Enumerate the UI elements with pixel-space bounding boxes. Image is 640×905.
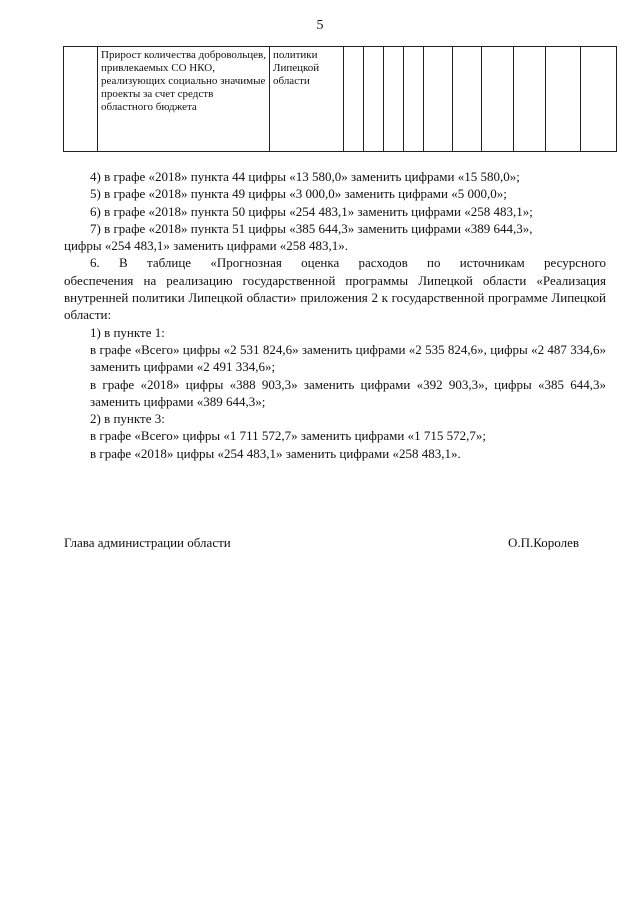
paragraph-point-1-total: в графе «Всего» цифры «2 531 824,6» заменить цифрами «2 535 824,6», цифры «2 487 334,6» заменить цифрами «2 491 334,6»; <box>90 341 606 375</box>
paragraph-item-4: 4) в графе «2018» пункта 44 цифры «13 580,0» заменить цифрами «15 580,0»; <box>90 169 520 184</box>
table-cell <box>384 47 404 152</box>
table-cell <box>344 47 364 152</box>
indicator-table <box>63 46 617 152</box>
paragraph-item-6: 6) в графе «2018» пункта 50 цифры «254 483,1» заменить цифрами «258 483,1»; <box>90 203 533 219</box>
signature-name: О.П.Королев <box>508 535 580 550</box>
table-cell <box>482 47 514 152</box>
document-body <box>64 168 606 462</box>
table-cell-number <box>64 47 98 152</box>
table-cell <box>404 47 424 152</box>
table-row <box>64 47 617 152</box>
paragraph-point-1: 1) в пункте 1: <box>90 324 165 340</box>
paragraph-item-5: 5) в графе «2018» пункта 49 цифры «3 000,0» заменить цифрами «5 000,0»; <box>90 186 507 202</box>
table-cell <box>514 47 546 152</box>
paragraph-point-1-2018: в графе «2018» цифры «388 903,3» заменить цифрами «392 903,3», цифры «385 644,3» заменить цифрами «389 644,3»; <box>90 376 606 409</box>
paragraph-section-6-rest: обеспечения на реализацию государственной программы Липецкой области «Реализация внутренней политики Липецкой области» приложения 2 к государственной программе Липецкой области: <box>64 272 606 323</box>
paragraph-item-7-line1: 7) в графе «2018» пункта 51 цифры «385 644,3» заменить цифрами «389 644,3», <box>90 220 533 236</box>
paragraph-point-3-total: в графе «Всего» цифры «1 711 572,7» заменить цифрами «1 715 572,7»; <box>90 428 486 444</box>
signature-position: Глава администрации области <box>64 535 231 550</box>
paragraph-section-6-line1: 6. В таблице «Прогнозная оценка расходов по источникам ресурсного <box>90 255 606 271</box>
table-cell <box>364 47 384 152</box>
paragraph-item-7-line2: цифры «254 483,1» заменить цифрами «258 483,1». <box>64 238 349 254</box>
table-cell <box>424 47 453 152</box>
table-cell <box>453 47 482 152</box>
table-cell-indicator: Прирост количества добровольцев, привлекаемых СО НКО, реализующих социально значимые проекты за счет средств областного бюджета <box>98 47 270 152</box>
table-cell <box>546 47 581 152</box>
table-cell <box>581 47 617 152</box>
page-number: 5 <box>316 18 324 33</box>
paragraph-point-3-2018: в графе «2018» цифры «254 483,1» заменить цифрами «258 483,1». <box>90 445 461 461</box>
paragraph-point-3: 2) в пункте 3: <box>90 411 165 427</box>
table-cell-responsible: политики Липецкой области <box>270 47 344 152</box>
